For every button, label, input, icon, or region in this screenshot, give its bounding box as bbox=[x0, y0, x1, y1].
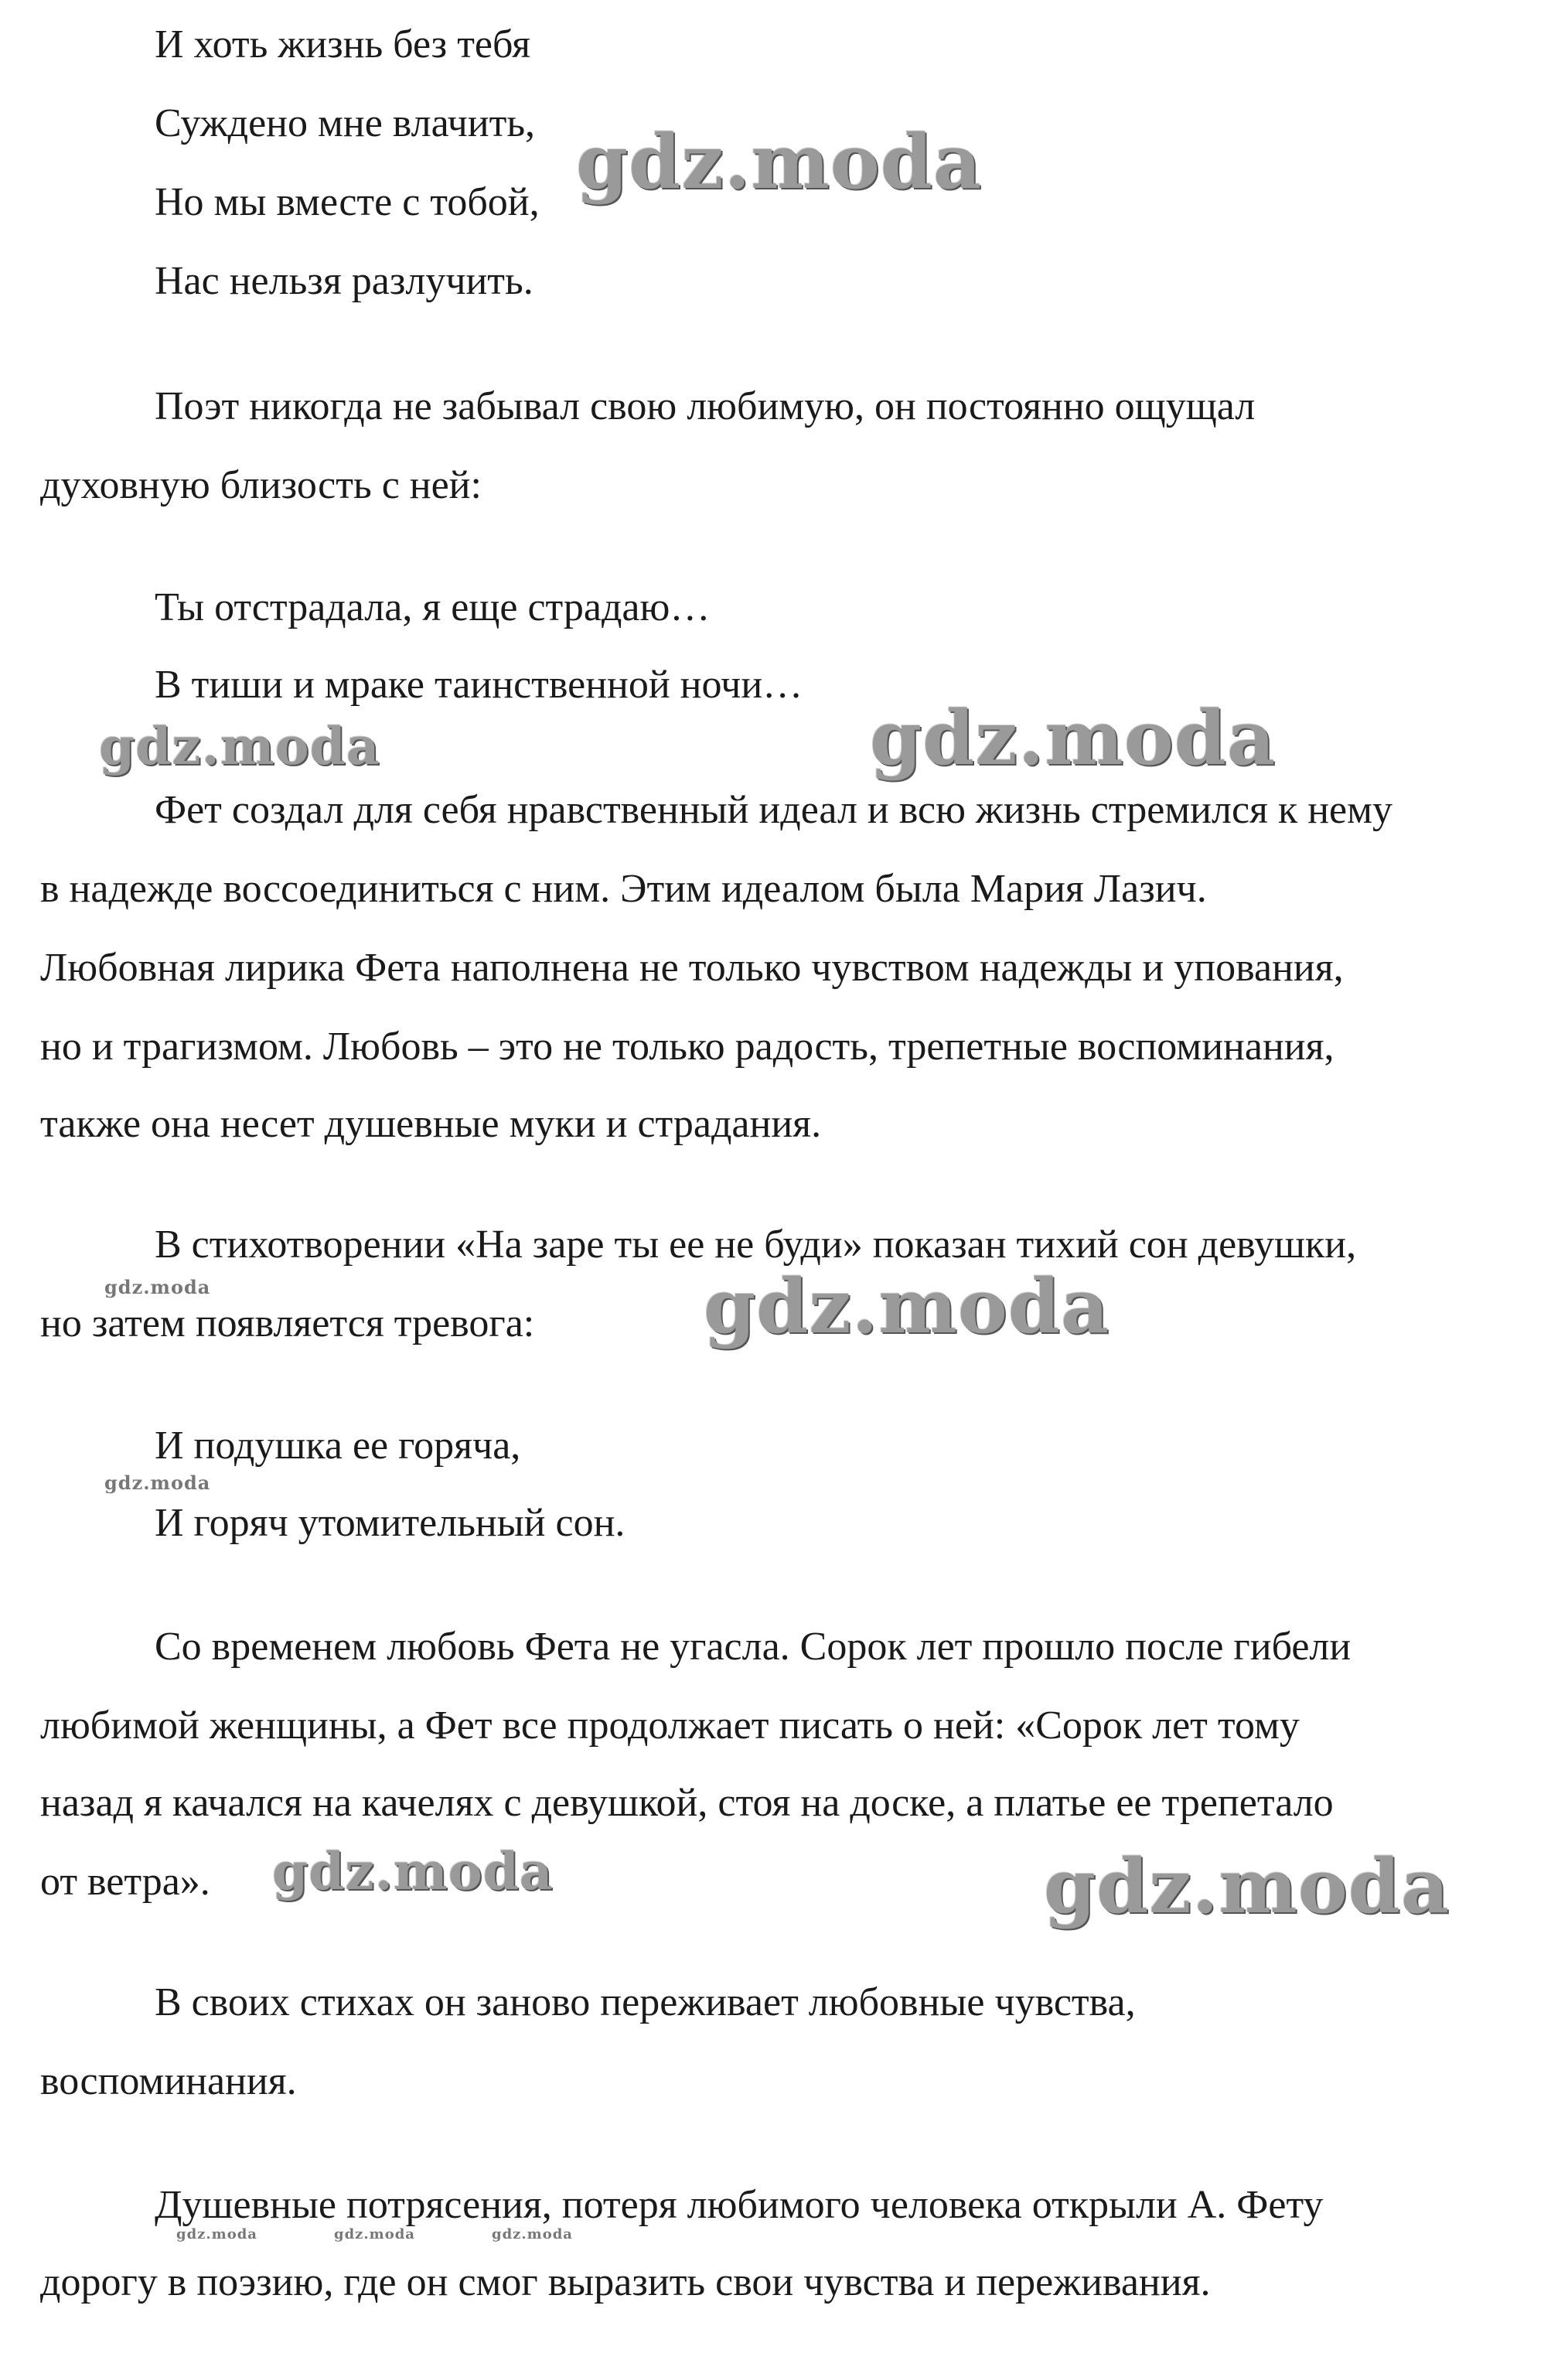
stanza-2-line-2: В тиши и мраке таинственной ночи… bbox=[155, 663, 803, 707]
watermark: gdz.moda bbox=[272, 1841, 554, 1901]
paragraph-6-line-2: дорогу в поэзию, где он смог выразить свои чувства и переживания. bbox=[40, 2260, 1211, 2304]
paragraph-4-line-4: от ветра». bbox=[40, 1860, 210, 1904]
paragraph-6-line-1: Душевные потрясения, потеря любимого человека открыли А. Фету bbox=[155, 2183, 1324, 2227]
watermark: gdz.moda bbox=[99, 716, 380, 776]
paragraph-2-line-1: Фет создал для себя нравственный идеал и всю жизнь стремился к нему bbox=[155, 788, 1393, 832]
watermark: gdz.moda bbox=[576, 118, 983, 206]
watermark: gdz.moda bbox=[334, 2226, 415, 2242]
paragraph-2-line-5: также она несет душевные муки и страдания. bbox=[40, 1102, 822, 1146]
watermark: gdz.moda bbox=[104, 1276, 211, 1298]
paragraph-2-line-4: но и трагизмом. Любовь – это не только радость, трепетные воспоминания, bbox=[40, 1025, 1335, 1069]
paragraph-3-line-1: В стихотворении «На заре ты ее не буди» показан тихий сон девушки, bbox=[155, 1223, 1357, 1267]
paragraph-1-line-1: Поэт никогда не забывал свою любимую, он постоянно ощущал bbox=[155, 384, 1256, 428]
watermark: gdz.moda bbox=[492, 2226, 573, 2242]
paragraph-4-line-1: Со временем любовь Фета не угасла. Сорок лет прошло после гибели bbox=[155, 1625, 1352, 1669]
stanza-1-line-1: И хоть жизнь без тебя bbox=[155, 22, 531, 67]
paragraph-2-line-2: в надежде воссоединиться с ним. Этим идеалом была Мария Лазич. bbox=[40, 867, 1207, 911]
paragraph-5-line-1: В своих стихах он заново переживает любовные чувства, bbox=[155, 1980, 1136, 2024]
paragraph-2-line-3: Любовная лирика Фета наполнена не только чувством надежды и упования, bbox=[40, 946, 1344, 990]
stanza-3-line-2: И горяч утомительный сон. bbox=[155, 1501, 625, 1545]
paragraph-4-line-3: назад я качался на качелях с девушкой, стоя на доске, а платье ее трепетало bbox=[40, 1781, 1334, 1825]
stanza-3-line-1: И подушка ее горяча, bbox=[155, 1424, 521, 1468]
paragraph-5-line-2: воспоминания. bbox=[40, 2059, 297, 2103]
paragraph-1-line-2: духовную близость с ней: bbox=[40, 463, 482, 507]
paragraph-4-line-2: любимой женщины, а Фет все продолжает писать о ней: «Сорок лет тому bbox=[40, 1703, 1300, 1748]
stanza-1-line-4: Нас нельзя разлучить. bbox=[155, 259, 533, 303]
stanza-1-line-2: Суждено мне влачить, bbox=[155, 101, 536, 145]
watermark: gdz.moda bbox=[870, 694, 1277, 782]
watermark: gdz.moda bbox=[176, 2226, 257, 2242]
watermark: gdz.moda bbox=[104, 1472, 211, 1494]
stanza-2-line-1: Ты отстрадала, я еще страдаю… bbox=[155, 585, 711, 629]
watermark: gdz.moda bbox=[1044, 1843, 1450, 1930]
watermark: gdz.moda bbox=[704, 1263, 1110, 1350]
stanza-1-line-3: Но мы вместе с тобой, bbox=[155, 180, 540, 224]
paragraph-3-line-2: но затем появляется тревога: bbox=[40, 1301, 535, 1345]
